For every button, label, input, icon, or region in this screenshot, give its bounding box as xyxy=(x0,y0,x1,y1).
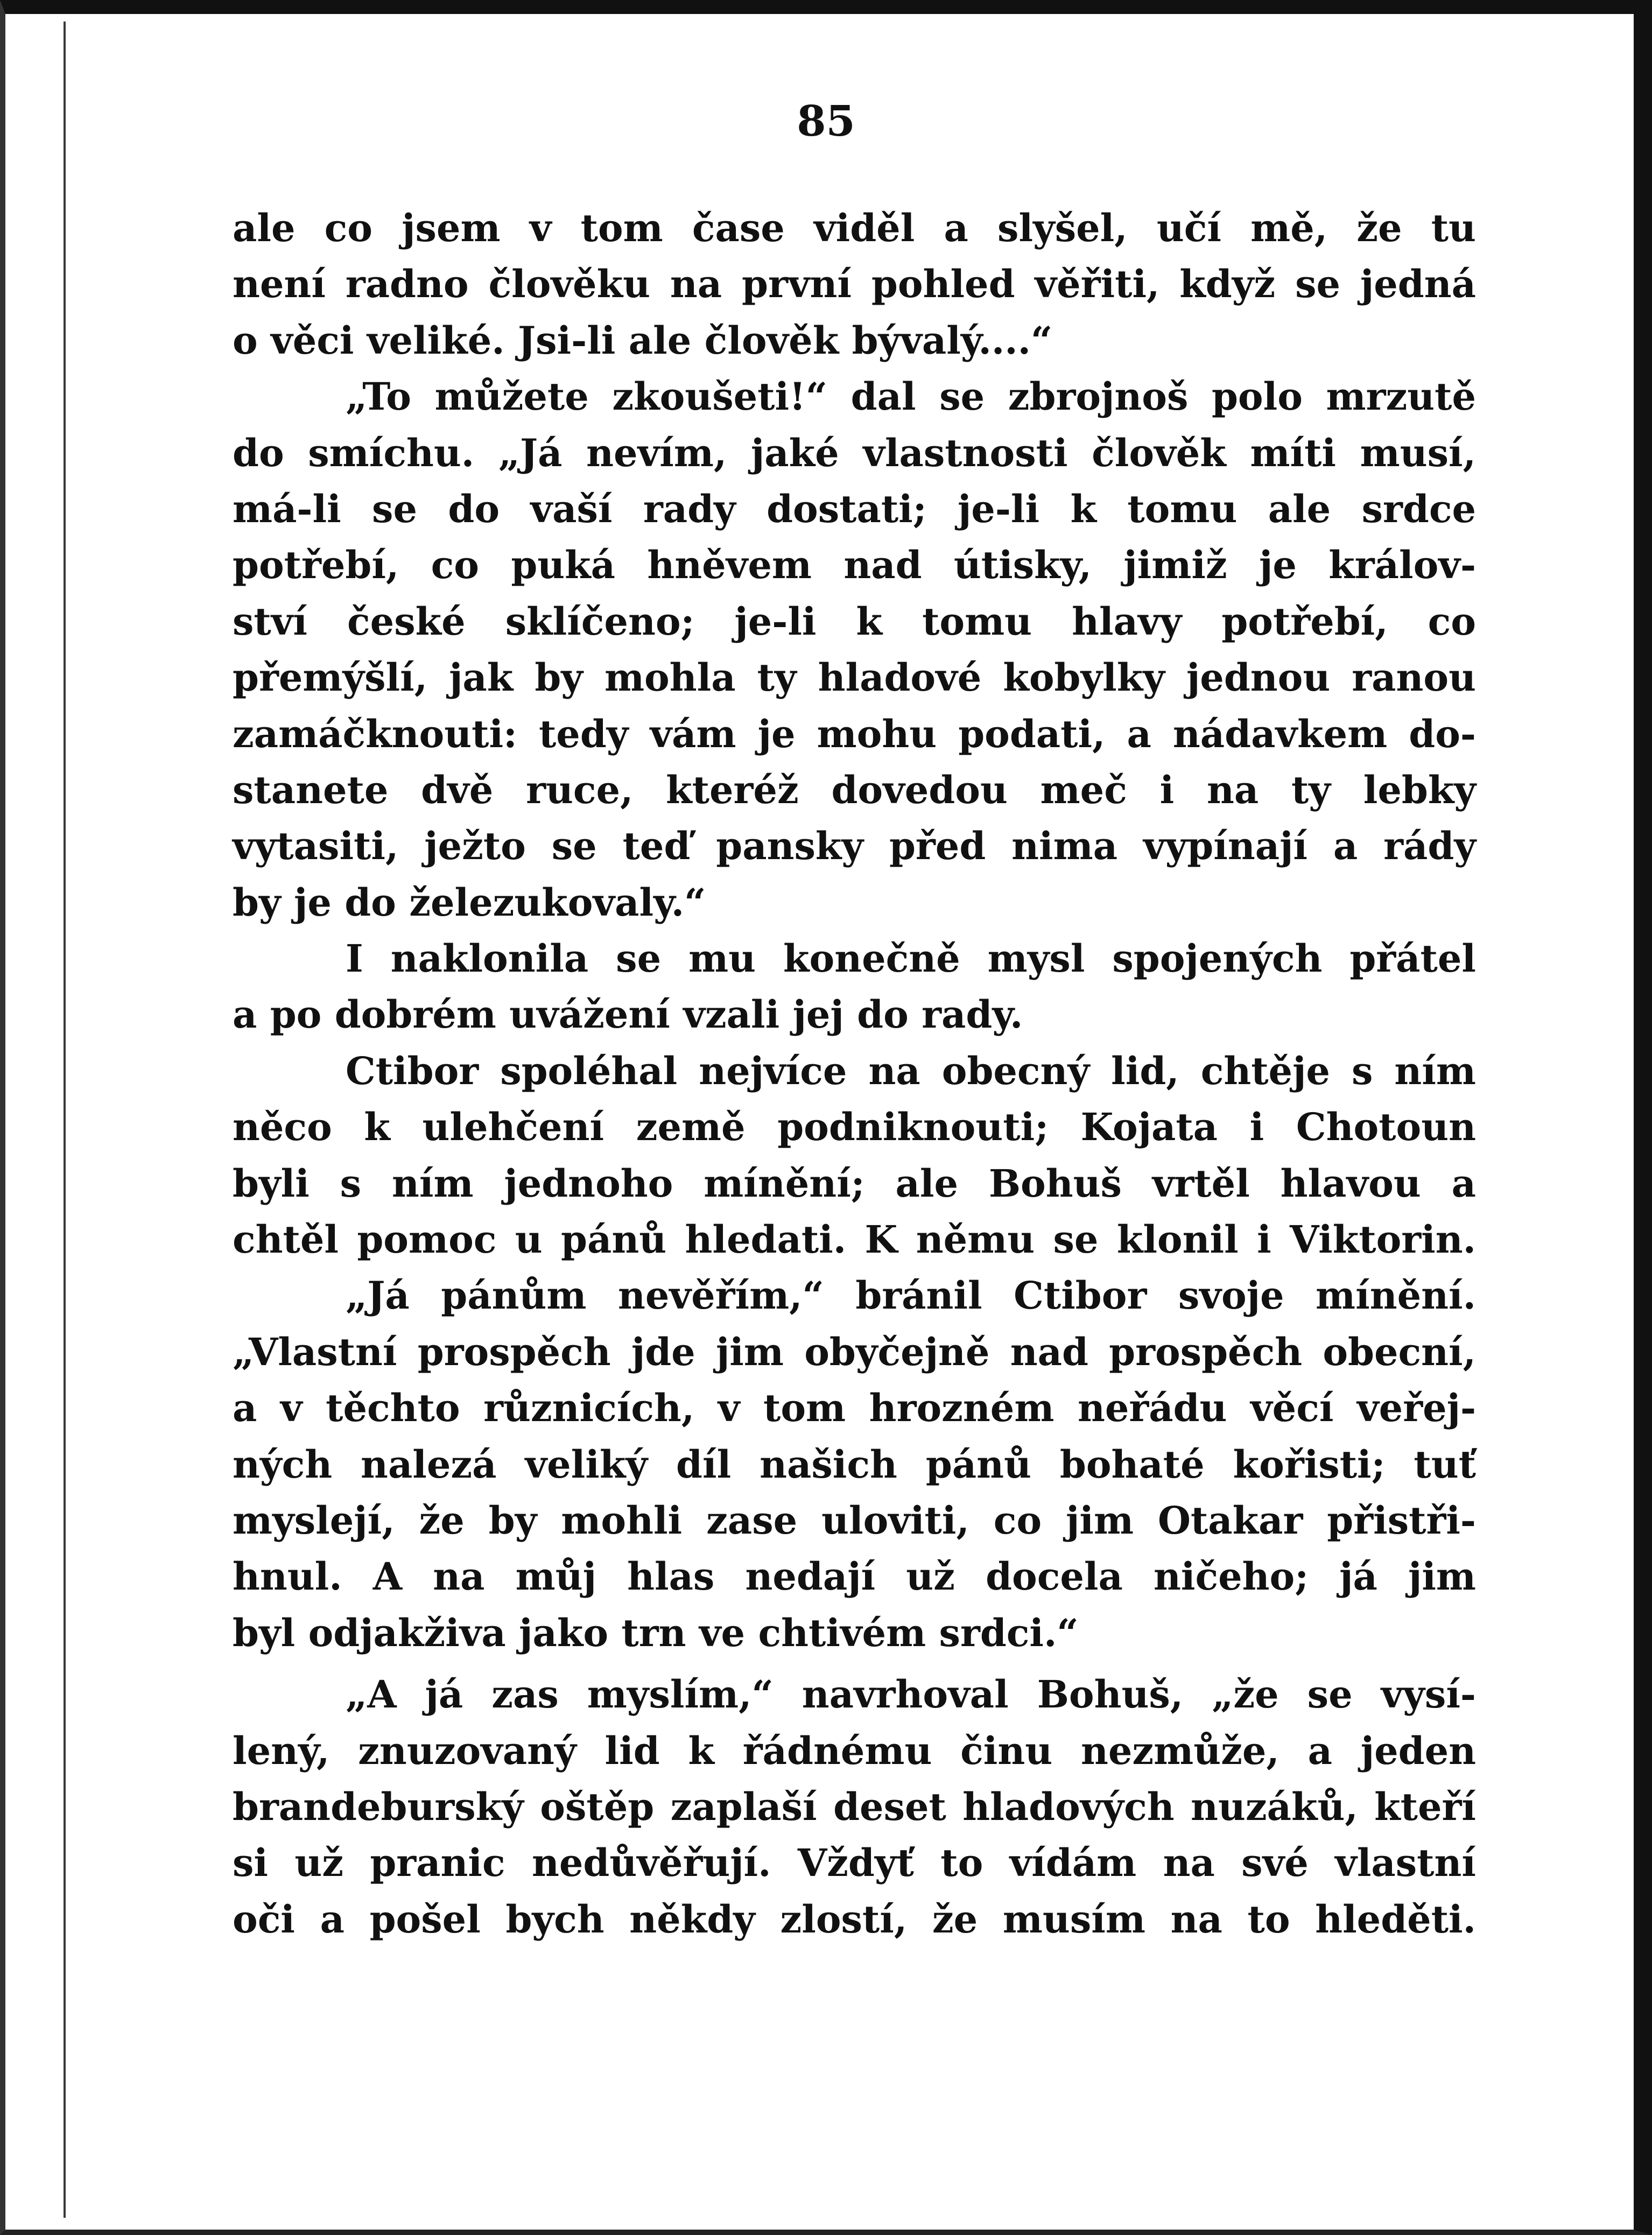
text-line: má-li se do vaší rady dostati; je-li k tomu ale srdce xyxy=(233,486,1476,531)
text-line: není radno člověku na první pohled věřiti, když se jedná xyxy=(233,262,1476,307)
text-line: by je do železukovaly.“ xyxy=(233,880,706,925)
text-line: ství české sklíčeno; je-li k tomu hlavy potřebí, co xyxy=(233,599,1476,644)
text-line: byl odjakživa jako trn ve chtivém srdci.“ xyxy=(233,1610,1079,1655)
text-line: brandeburský oštěp zaplaší deset hladových nuzáků, kteří xyxy=(233,1784,1476,1829)
text-line: „To můžete zkoušeti!“ dal se zbrojnoš polo mrzutě xyxy=(346,374,1476,419)
text-line: „Vlastní prospěch jde jim obyčejně nad prospěch obecní, xyxy=(233,1329,1476,1374)
text-line: Ctibor spoléhal nejvíce na obecný lid, chtěje s ním xyxy=(346,1048,1476,1093)
text-line: a po dobrém uvážení vzali jej do rady. xyxy=(233,992,1023,1037)
text-line: „Já pánům nevěřím,“ bránil Ctibor svoje mínění. xyxy=(346,1273,1476,1318)
body-text xyxy=(233,200,1476,1948)
binding-gutter-line xyxy=(64,22,66,2218)
text-line: a v těchto různicích, v tom hrozném neřádu věcí veřej- xyxy=(233,1386,1476,1431)
text-line: do smíchu. „Já nevím, jaké vlastnosti člověk míti musí, xyxy=(233,430,1476,475)
text-line: o věci veliké. Jsi-li ale člověk bývalý....“ xyxy=(233,318,1053,363)
page-number: 85 xyxy=(797,97,855,146)
text-line: vytasiti, ježto se teď pansky před nima vypínají a rády xyxy=(233,824,1476,869)
text-line: hnul. A na můj hlas nedají už docela ničeho; já jim xyxy=(233,1554,1476,1599)
text-line: přemýšlí, jak by mohla ty hladové kobylky jednou ranou xyxy=(233,655,1476,700)
text-line: něco k ulehčení země podniknouti; Kojata i Chotoun xyxy=(233,1105,1476,1150)
text-line: ale co jsem v tom čase viděl a slyšel, učí mě, že tu xyxy=(233,206,1476,250)
text-line: „A já zas myslím,“ navrhoval Bohuš, „že se vysí- xyxy=(346,1672,1476,1717)
text-line: stanete dvě ruce, kteréž dovedou meč i na ty lebky xyxy=(233,767,1476,812)
text-line: chtěl pomoc u pánů hledati. K němu se klonil i Viktorin. xyxy=(233,1217,1476,1262)
text-line: ných nalezá veliký díl našich pánů bohaté kořisti; tuť xyxy=(233,1442,1476,1487)
text-line: si už pranic nedůvěřují. Vždyť to vídám na své vlastní xyxy=(233,1840,1476,1886)
text-line: myslejí, že by mohli zase uloviti, co jim Otakar přistři- xyxy=(233,1498,1476,1543)
text-line: lený, znuzovaný lid k řádnému činu nezmůže, a jeden xyxy=(233,1728,1476,1773)
text-line: zamáčknouti: tedy vám je mohu podati, a nádavkem do- xyxy=(233,711,1476,756)
text-line: potřebí, co puká hněvem nad útisky, jimiž je králov- xyxy=(233,543,1476,588)
text-line: byli s ním jednoho mínění; ale Bohuš vrtěl hlavou a xyxy=(233,1161,1476,1206)
text-line: oči a pošel bych někdy zlostí, že musím na to hleděti. xyxy=(233,1896,1476,1942)
text-line: I naklonila se mu konečně mysl spojených přátel xyxy=(346,936,1476,981)
